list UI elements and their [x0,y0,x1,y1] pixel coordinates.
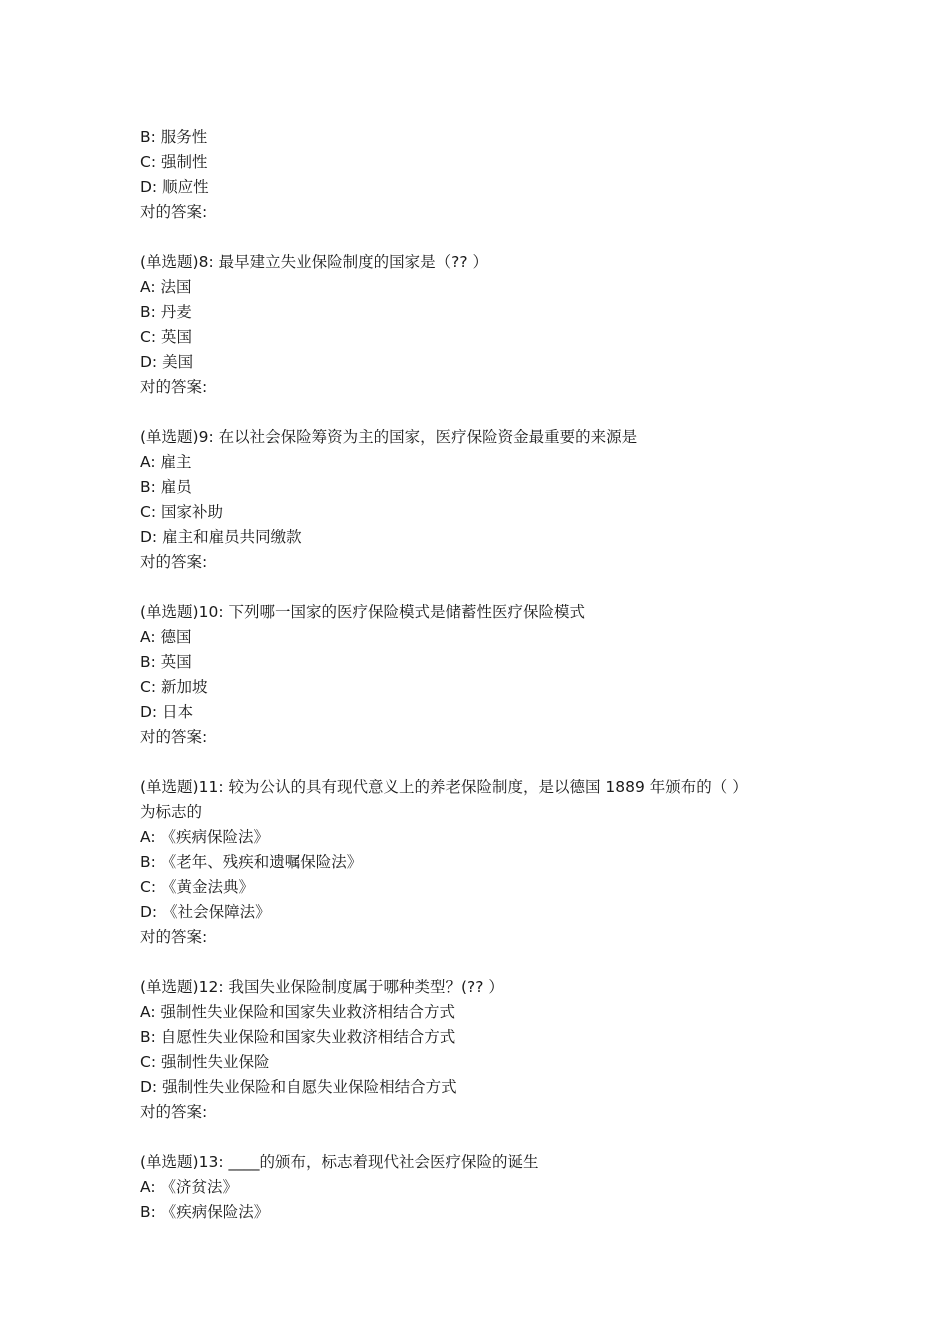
option-c: C: 英国 [140,328,192,346]
question-10 [140,600,820,750]
option-d: D: 《社会保障法》 [140,903,271,921]
question-7-partial [140,125,820,225]
question-stem-line-2: 为标志的 [140,803,203,821]
option-b: B: 丹麦 [140,303,192,321]
question-stem: (单选题)8: 最早建立失业保险制度的国家是（?? ） [140,253,488,271]
option-d: D: 日本 [140,703,194,721]
question-stem: (单选题)10: 下列哪一国家的医疗保险模式是储蓄性医疗保险模式 [140,603,585,621]
option-c: C: 国家补助 [140,503,223,521]
option-d: D: 顺应性 [140,178,209,196]
option-b: B: 雇员 [140,478,192,496]
option-b: B: 《老年、残疾和遗嘱保险法》 [140,853,363,871]
answer-label: 对的答案: [140,378,208,396]
option-a: A: 雇主 [140,453,192,471]
option-a: A: 《济贫法》 [140,1178,238,1196]
question-13 [140,1150,820,1225]
document-page [140,125,820,1225]
option-a: A: 法国 [140,278,192,296]
option-c: C: 强制性 [140,153,208,171]
question-stem: (单选题)13: ____的颁布，标志着现代社会医疗保险的诞生 [140,1153,539,1171]
option-b: B: 英国 [140,653,192,671]
option-a: A: 强制性失业保险和国家失业救济相结合方式 [140,1003,455,1021]
answer-label: 对的答案: [140,553,208,571]
answer-label: 对的答案: [140,203,208,221]
option-b: B: 服务性 [140,128,208,146]
answer-label: 对的答案: [140,1103,208,1121]
option-c: C: 《黄金法典》 [140,878,254,896]
option-c: C: 新加坡 [140,678,208,696]
question-stem: (单选题)9: 在以社会保险筹资为主的国家，医疗保险资金最重要的来源是 [140,428,638,446]
option-d: D: 强制性失业保险和自愿失业保险相结合方式 [140,1078,457,1096]
question-stem-line-1: (单选题)11: 较为公认的具有现代意义上的养老保险制度，是以德国 1889 年颁布的（ ） [140,778,748,796]
option-d: D: 雇主和雇员共同缴款 [140,528,302,546]
answer-label: 对的答案: [140,928,208,946]
question-12 [140,975,820,1125]
question-11 [140,775,820,950]
option-a: A: 《疾病保险法》 [140,828,269,846]
option-b: B: 《疾病保险法》 [140,1203,270,1221]
option-a: A: 德国 [140,628,192,646]
option-d: D: 美国 [140,353,194,371]
question-9 [140,425,820,575]
option-b: B: 自愿性失业保险和国家失业救济相结合方式 [140,1028,456,1046]
answer-label: 对的答案: [140,728,208,746]
option-c: C: 强制性失业保险 [140,1053,270,1071]
question-8 [140,250,820,400]
question-stem: (单选题)12: 我国失业保险制度属于哪种类型？(?? ） [140,978,504,996]
